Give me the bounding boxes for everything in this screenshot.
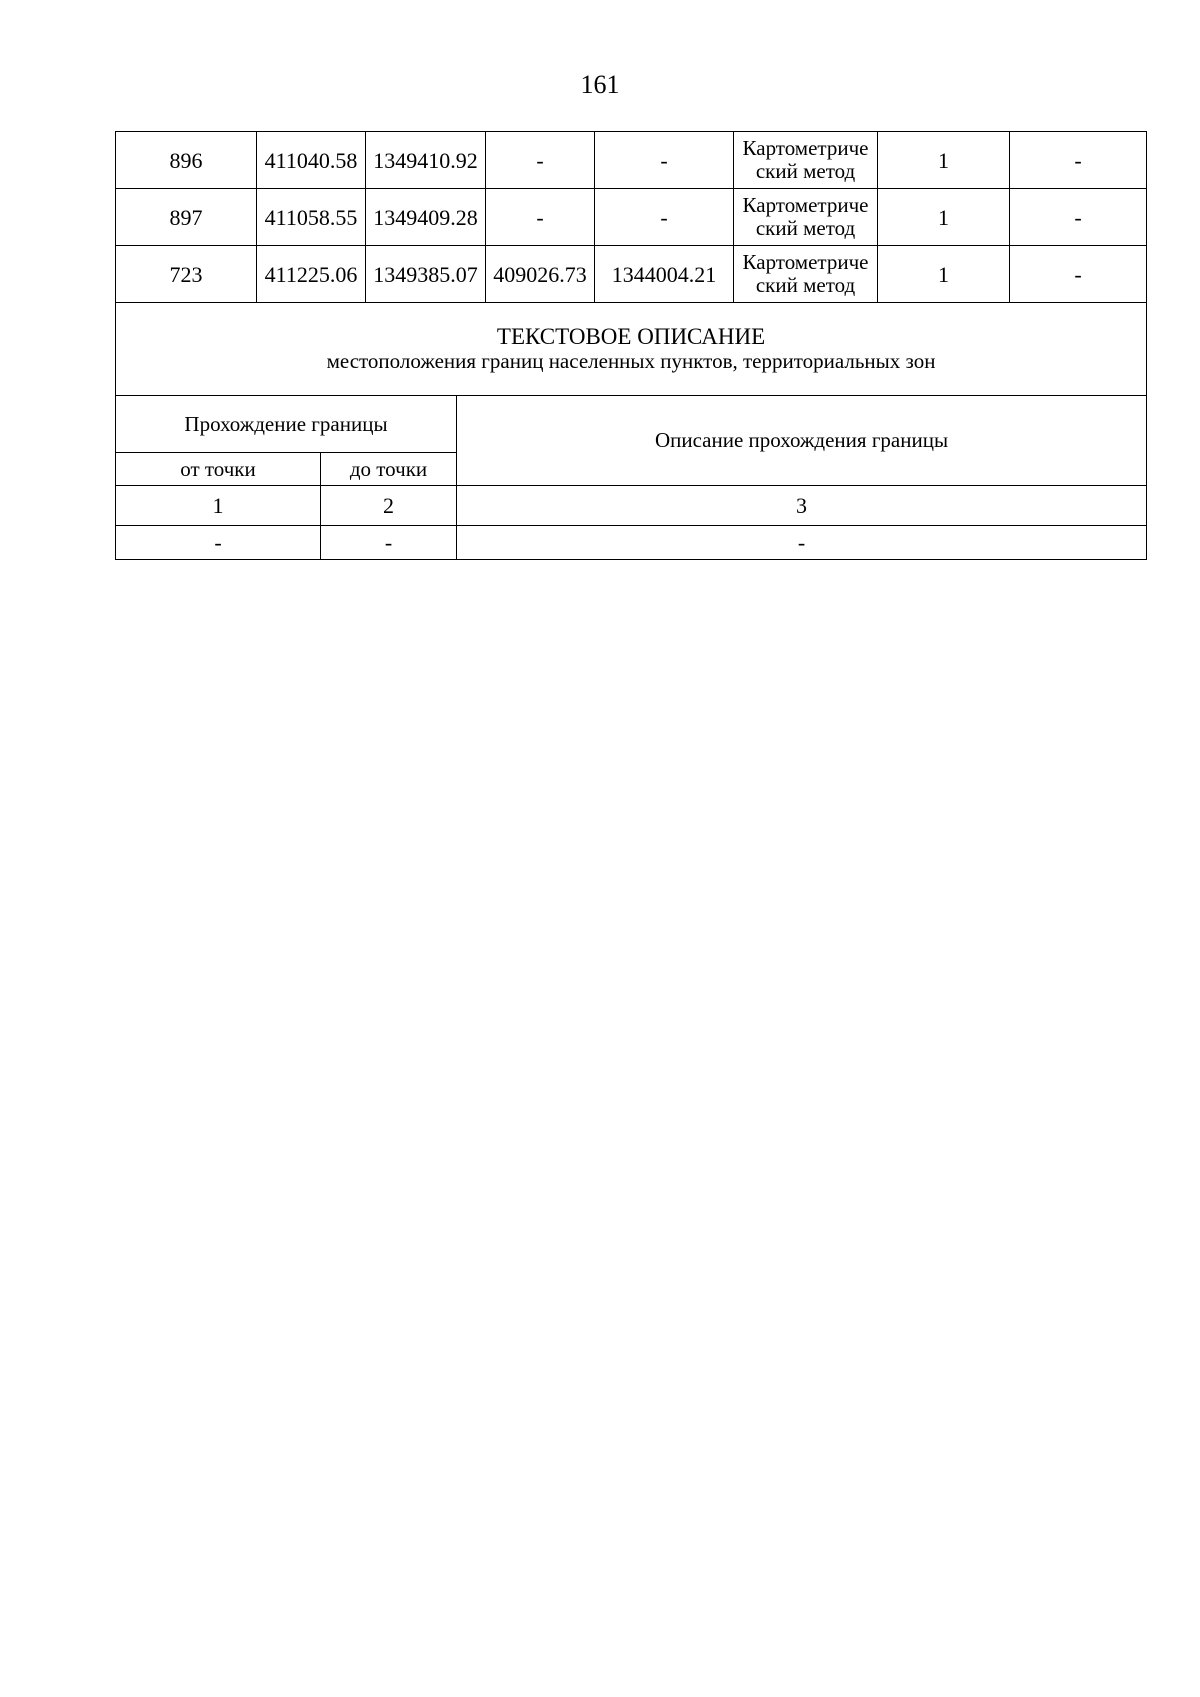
- boundary-description-table: [115, 302, 1147, 560]
- y-coordinate-cell: 1349410.92: [366, 132, 486, 189]
- table-header-row: [116, 303, 1147, 396]
- passage-description-header: Описание прохождения границы: [457, 396, 1147, 486]
- y2-coordinate-cell: -: [595, 189, 734, 246]
- method-cell: Картометриче ский метод: [734, 246, 878, 303]
- accuracy-cell: 1: [878, 132, 1010, 189]
- column-numbers-row: [116, 486, 1147, 526]
- x-coordinate-cell: 411225.06: [257, 246, 366, 303]
- y2-coordinate-cell: 1344004.21: [595, 246, 734, 303]
- note-cell: -: [1010, 132, 1147, 189]
- y-coordinate-cell: 1349385.07: [366, 246, 486, 303]
- point-number-cell: 896: [116, 132, 257, 189]
- y-coordinate-cell: 1349409.28: [366, 189, 486, 246]
- table-header-row: [116, 396, 1147, 453]
- column-number-cell: 3: [457, 486, 1147, 526]
- table-row: [116, 246, 1147, 303]
- accuracy-cell: 1: [878, 246, 1010, 303]
- accuracy-cell: 1: [878, 189, 1010, 246]
- from-point-cell: -: [116, 526, 321, 560]
- x-coordinate-cell: 411058.55: [257, 189, 366, 246]
- description-title: ТЕКСТОВОЕ ОПИСАНИЕ: [496, 324, 766, 349]
- to-point-header: до точки: [321, 453, 457, 486]
- method-cell: Картометриче ский метод: [734, 132, 878, 189]
- description-header-cell: [116, 303, 1147, 396]
- x-coordinate-cell: 411040.58: [257, 132, 366, 189]
- column-number-cell: 1: [116, 486, 321, 526]
- from-point-header: от точки: [116, 453, 321, 486]
- note-cell: -: [1010, 189, 1147, 246]
- x2-coordinate-cell: -: [486, 132, 595, 189]
- y2-coordinate-cell: -: [595, 132, 734, 189]
- table-row: [116, 132, 1147, 189]
- table-row: [116, 526, 1147, 560]
- to-point-cell: -: [321, 526, 457, 560]
- boundary-passage-header: Прохождение границы: [116, 396, 457, 453]
- coordinates-table: [115, 131, 1147, 303]
- point-number-cell: 723: [116, 246, 257, 303]
- method-cell: Картометриче ский метод: [734, 189, 878, 246]
- description-cell: -: [457, 526, 1147, 560]
- x2-coordinate-cell: -: [486, 189, 595, 246]
- page-number: 161: [580, 70, 620, 99]
- description-subtitle: местоположения границ населенных пунктов, территориальных зон: [326, 349, 936, 373]
- column-number-cell: 2: [321, 486, 457, 526]
- note-cell: -: [1010, 246, 1147, 303]
- point-number-cell: 897: [116, 189, 257, 246]
- x2-coordinate-cell: 409026.73: [486, 246, 595, 303]
- table-row: [116, 189, 1147, 246]
